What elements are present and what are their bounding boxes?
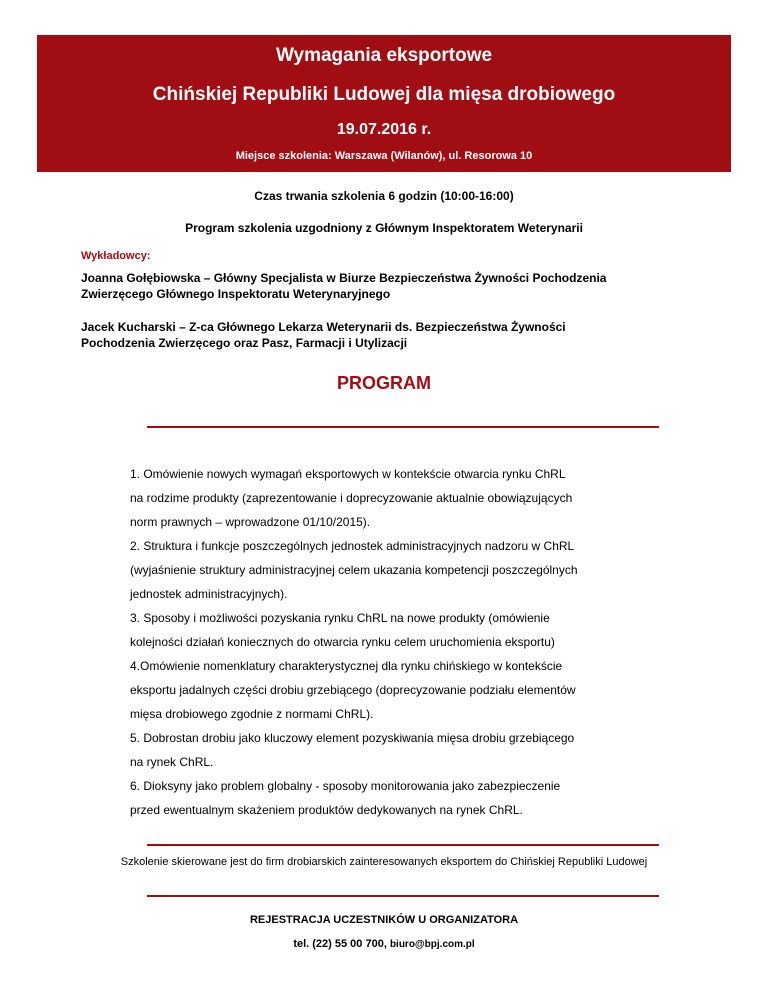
registration-title: REJESTRACJA UCZESTNIKÓW U ORGANIZATORA [249, 914, 519, 926]
program-line: na rodzime produkty (zaprezentowanie i doprecyzowanie aktualnie obowiązujących [130, 491, 573, 505]
program-line: eksportu jadalnych części drobiu grzebiącego (doprecyzowanie podziału elementów [130, 683, 576, 697]
program-line: norm prawnych – wprowadzone 01/10/2015). [130, 515, 371, 529]
program-line: 1. Omówienie nowych wymagań eksportowych w kontekście otwarcia rynku ChRL [130, 467, 566, 481]
program-line: (wyjaśnienie struktury administracyjnej celem ukazania kompetencji poszczególnych [130, 563, 578, 577]
target-audience: Szkolenie skierowane jest do firm drobiarskich zainteresowanych eksportem do Chińskiej Republiki Ludowej [120, 856, 648, 868]
divider-bottom [147, 895, 659, 897]
header-banner [37, 35, 731, 172]
phone-number: tel. (22) 55 00 700, [293, 938, 387, 950]
lecturer-2 [81, 319, 721, 351]
training-date: 19.07.2016 r. [336, 121, 432, 138]
training-place: Miejsce szkolenia: Warszawa (Wilanów), ul. Resorowa 10 [235, 150, 533, 162]
program-line: 3. Sposoby i możliwości pozyskania rynku ChRL na nowe produkty (omówienie [130, 611, 550, 625]
title-line-1: Wymagania eksportowe [275, 45, 493, 66]
contact-line [0, 938, 768, 950]
program-line: jednostek administracyjnych). [130, 587, 288, 601]
program-line: 5. Dobrostan drobiu jako kluczowy element pozyskiwania mięsa drobiu grzebiącego [130, 731, 575, 745]
lecturer-1-line2: Zwierzęcego Głównego Inspektoratu Weterynaryjnego [81, 287, 391, 301]
program-line: kolejności działań koniecznych do otwarcia rynku celem uruchomienia eksportu) [130, 635, 555, 649]
program-line: mięsa drobiowego zgodnie z normami ChRL). [130, 707, 374, 721]
program-line: na rynek ChRL. [130, 755, 214, 769]
divider-middle [147, 844, 659, 846]
lecturers-label: Wykładowcy: [81, 250, 151, 262]
title-line-2: Chińskiej Republiki Ludowej dla mięsa drobiowego [152, 84, 616, 105]
program-line: przed ewentualnym skażeniem produktów dedykowanych na rynek ChRL. [130, 803, 523, 817]
program-line: 4.Omówienie nomenklatury charakterystycznej dla rynku chińskiego w kontekście [130, 659, 563, 673]
lecturer-2-line1: Jacek Kucharski – Z-ca Głównego Lekarza Weterynarii ds. Bezpieczeństwa Żywności [81, 320, 566, 334]
program-line: 6. Dioksyny jako problem globalny - sposoby monitorowania jako zabezpieczenie [130, 779, 561, 793]
email-address: biuro@bpj.com.pl [389, 939, 475, 950]
lecturer-2-line2: Pochodzenia Zwierzęcego oraz Pasz, Farmacji i Utylizacji [81, 336, 408, 350]
divider-top [147, 426, 659, 428]
lecturer-1 [81, 270, 721, 302]
lecturer-1-line1: Joanna Gołębiowska – Główny Specjalista w Biurze Bezpieczeństwa Żywności Pochodzenia [81, 271, 607, 285]
program-list [130, 462, 690, 822]
training-duration: Czas trwania szkolenia 6 godzin (10:00-16:00) [254, 189, 514, 203]
program-line: 2. Struktura i funkcje poszczególnych jednostek administracyjnych nadzoru w ChRL [130, 539, 575, 553]
program-heading: PROGRAM [337, 373, 431, 393]
program-approval: Program szkolenia uzgodniony z Głównym Inspektoratem Weterynarii [185, 221, 583, 235]
